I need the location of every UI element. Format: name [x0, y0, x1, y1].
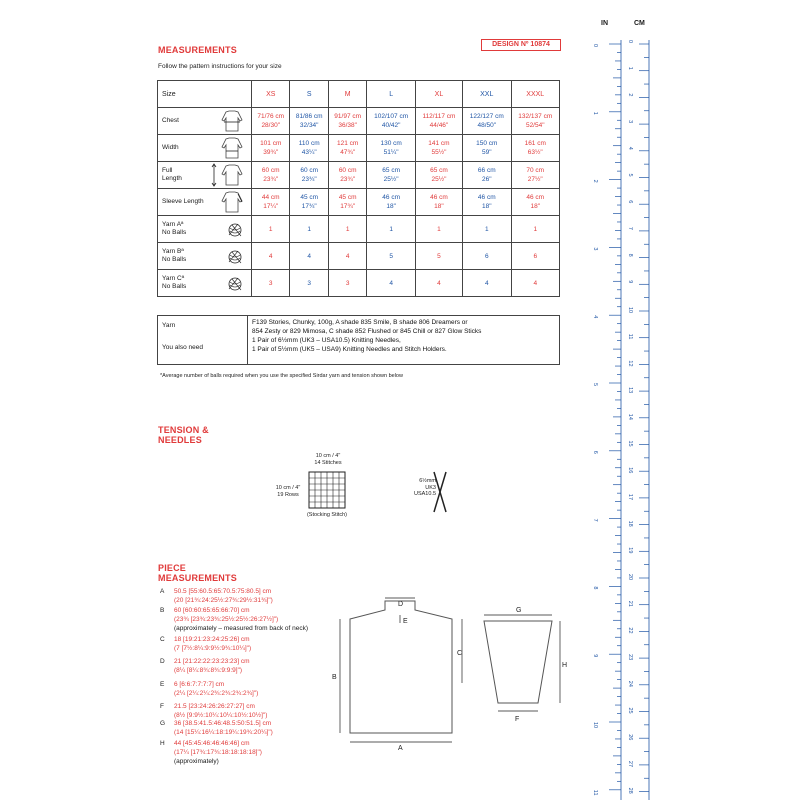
yarn-c-name: Yarn Cª: [162, 275, 185, 282]
needle-size-usa: USA10.5: [413, 491, 436, 497]
ruler-cm-number: 28: [627, 787, 633, 794]
chest-m: [328, 108, 366, 135]
ruler-cm-number: 20: [627, 574, 633, 581]
sleeve-in-xxxl: 18": [530, 203, 541, 210]
knitting-needles-icon: [432, 470, 448, 514]
diagram-label-h: H: [562, 662, 568, 669]
body-schematic: [330, 593, 475, 753]
chest-l: [367, 108, 415, 135]
yarn-b-l: 5: [367, 243, 415, 270]
you-also-need-label: You also need: [162, 344, 203, 351]
sleeve-s: [290, 189, 328, 216]
need-text-line-1: 1 Pair of 6½mm (UK3 – USA10.5) Knitting Needles,: [252, 337, 401, 344]
ruler-cm-number: 1: [627, 66, 633, 70]
width-m: [328, 135, 366, 162]
sleeve-in-xs: 17¼": [263, 203, 279, 210]
ruler-cm-number: 23: [627, 654, 633, 661]
size-xl: XL: [415, 81, 462, 108]
ruler-cm-number: 21: [627, 600, 633, 607]
yarn-c-xl: 4: [415, 270, 462, 297]
piece-letter: A: [160, 588, 165, 595]
chest-cm-xl: 112/117 cm: [422, 113, 456, 120]
full-length-xxxl: [511, 162, 560, 189]
piece-in: (17¼ [17¾:17¾:18:18:18:18]"): [174, 749, 262, 756]
yarn-requirements-text: [252, 318, 557, 354]
yarn-b-xxxl: 6: [511, 243, 560, 270]
chest-xxl: [463, 108, 511, 135]
size-s: S: [290, 81, 328, 108]
size-xxxl: XXXL: [511, 81, 560, 108]
ruler-inch-number: 1: [592, 111, 598, 115]
chest-cm-m: 91/97 cm: [334, 113, 362, 120]
yarn-a-xs: 1: [252, 216, 290, 243]
size-m: M: [328, 81, 366, 108]
ruler-inch-number: 0: [592, 44, 598, 48]
needle-size-label: [402, 478, 436, 498]
sleeve-garment-icon: [219, 191, 245, 213]
yarn-a-xl: 1: [415, 216, 462, 243]
yarn-b-name: Yarn Bª: [162, 248, 184, 255]
yarn-b-xl: 5: [415, 243, 462, 270]
yarn-c-xs: 3: [252, 270, 290, 297]
yarn-a-m: 1: [328, 216, 366, 243]
sleeve-schematic: [476, 603, 576, 728]
yarn-ball-icon: [225, 273, 245, 293]
size-header-label: Size: [158, 81, 252, 108]
tension-heading-line-1: TENSION &: [158, 425, 209, 435]
ruler-cm-number: 14: [627, 413, 633, 420]
yarn-a-name: Yarn Aª: [162, 221, 184, 228]
sleeve-xl: [415, 189, 462, 216]
tension-heading-line-2: NEEDLES: [158, 435, 202, 445]
full-length-xxl: [463, 162, 511, 189]
width-row: [158, 135, 560, 162]
ruler-cm-number: 17: [627, 493, 633, 501]
piece-values: [174, 719, 273, 737]
yarn-requirements: [157, 315, 560, 365]
ruler-cm-number: 3: [627, 120, 633, 124]
tension-stitch-count: 14 Stitches: [314, 459, 342, 466]
ruler-inch-number: 9: [592, 654, 598, 658]
ruler-inch-number: 5: [592, 383, 598, 387]
piece-cm: 21 [21:22:22:23:23:23] cm: [174, 658, 250, 665]
sleeve-xs: [252, 189, 290, 216]
row-label-cell: [158, 108, 252, 135]
piece-cm: 44 [45:45:46:46:46:46] cm: [174, 740, 250, 747]
sleeve-xxxl: [511, 189, 560, 216]
ruler-cm-label: CM: [634, 20, 645, 27]
full-length-m: [328, 162, 366, 189]
sleeve-xxl: [463, 189, 511, 216]
sleeve-l: [367, 189, 415, 216]
sleeve-cm-l: 46 cm: [382, 194, 400, 201]
needle-size-mm: 6½mm: [419, 478, 436, 484]
width-xs: [252, 135, 290, 162]
yarn-label: Yarn: [162, 322, 176, 329]
sleeve-cm-s: 45 cm: [300, 194, 319, 201]
piece-letter: G: [160, 720, 166, 727]
width-cm-m: 121 cm: [337, 140, 359, 147]
piece-cm: 18 [19:21:23:24:25:26] cm: [174, 636, 250, 643]
diagram-label-a: A: [398, 745, 403, 752]
chest-label: Chest: [162, 117, 179, 124]
yarn-a-l: 1: [367, 216, 415, 243]
piece-values: [174, 680, 258, 698]
ruler-cm-number: 8: [627, 253, 633, 257]
width-l: [367, 135, 415, 162]
diagram-label-f: F: [515, 716, 520, 723]
size-l: L: [367, 81, 415, 108]
ruler-cm-number: 26: [627, 734, 633, 741]
full-length-cm-s: 60 cm: [300, 167, 319, 174]
full-length-garment-icon: [211, 163, 245, 187]
size-table: [157, 80, 560, 297]
full-length-cm-xxxl: 70 cm: [526, 167, 545, 174]
ruler-inch-number: 10: [592, 722, 598, 729]
ruler-cm-number: 25: [627, 707, 633, 714]
width-s: [290, 135, 328, 162]
width-xxxl: [511, 135, 560, 162]
ruler-cm-number: 2: [627, 93, 633, 97]
piece-values: [174, 635, 251, 653]
yarn-b-label: [162, 248, 186, 264]
width-in-xl: 55½": [431, 149, 447, 156]
ruler-cm-number: 4: [627, 146, 633, 150]
yarn-c-m: 3: [328, 270, 366, 297]
yarn-text-line-2: 854 Zesty or 829 Mimosa, C shade 852 Flushed or 845 Chill or 827 Glow Sticks: [252, 328, 482, 335]
stocking-stitch-label: (Stocking Stitch): [306, 512, 348, 518]
yarn-c-label: [162, 275, 186, 291]
width-in-s: 43¼": [301, 149, 317, 156]
piece-heading-line-2: MEASUREMENTS: [158, 573, 237, 583]
full-length-row: [158, 162, 560, 189]
ruler-cm-number: 19: [627, 547, 633, 554]
yarn-b-s: 4: [290, 243, 328, 270]
sleeve-in-m: 17¾": [340, 203, 356, 210]
yarn-b-row: [158, 243, 560, 270]
yarn-a-row: [158, 216, 560, 243]
ruler-cm-number: 0: [627, 40, 633, 44]
need-text-line-2: 1 Pair of 5½mm (UK5 – USA9) Knitting Needles and Stitch Holders.: [252, 346, 447, 353]
yarn-ball-icon: [225, 219, 245, 239]
tension-row-count: 19 Rows: [277, 491, 299, 498]
tension-swatch-grid: [308, 471, 346, 509]
sleeve-length-label: Sleeve Length: [162, 198, 204, 205]
ruler-inch-label: IN: [601, 20, 608, 27]
yarn-c-s: 3: [290, 270, 328, 297]
width-cm-xs: 101 cm: [260, 140, 282, 147]
full-length-xs: [252, 162, 290, 189]
piece-values: [174, 587, 273, 605]
full-length-cm-xl: 65 cm: [430, 167, 448, 174]
sleeve-in-l: 18": [386, 203, 396, 210]
chest-in-xl: 44/46": [429, 122, 449, 129]
piece-letter: E: [160, 681, 165, 688]
full-length-l: [367, 162, 415, 189]
width-cm-xl: 141 cm: [428, 140, 450, 147]
full-length-in-xxl: 26": [481, 176, 492, 183]
tension-stitch-label: [300, 453, 356, 466]
ruler-cm-number: 18: [627, 520, 633, 527]
width-label: Width: [162, 144, 179, 151]
width-in-m: 47¾": [340, 149, 356, 156]
tension-row-size: 10 cm / 4": [275, 485, 301, 491]
ruler: [590, 0, 650, 800]
piece-in: (8¼ [8¼:8¾:8¾:9:9:9]"): [174, 667, 243, 674]
yarn-c-balls: No Balls: [162, 283, 187, 290]
chest-row: [158, 108, 560, 135]
chest-in-xxl: 48/50": [477, 122, 497, 129]
ruler-cm-number: 7: [627, 226, 633, 230]
yarn-requirements-labels: [158, 316, 248, 364]
chest-cm-l: 102/107 cm: [374, 113, 409, 120]
size-header-row: [158, 81, 560, 108]
ruler-inch-number: 3: [592, 247, 598, 251]
piece-cm: 36 [38.5:41.5:46:48.5:50:51.5] cm: [174, 720, 272, 727]
width-xl: [415, 135, 462, 162]
row-label-cell: [158, 270, 252, 297]
ruler-cm-number: 16: [627, 467, 633, 474]
sleeve-cm-xl: 46 cm: [430, 194, 448, 201]
yarn-b-balls: No Balls: [162, 256, 187, 263]
ruler-cm-number: 10: [627, 307, 633, 314]
yarn-c-l: 4: [367, 270, 415, 297]
width-in-xs: 39¾": [263, 149, 279, 156]
ruler-inch-number: 8: [592, 586, 598, 590]
full-length-in-xs: 23¾": [263, 176, 279, 183]
yarn-ball-icon: [225, 246, 245, 266]
width-in-xxxl: 63½": [527, 149, 543, 156]
piece-in: (14 [15¼:16¼:18:19¼:19¾:20¼]"): [174, 729, 273, 736]
diagram-label-c: C: [457, 650, 463, 657]
piece-cm: 50.5 [55:60.5:65:70.5:75:80.5] cm: [174, 588, 272, 595]
piece-cm: 21.5 [23:24:26:26:27:27] cm: [174, 703, 255, 710]
yarn-b-xxl: 6: [463, 243, 511, 270]
piece-note: (approximately): [174, 758, 219, 765]
width-cm-xxl: 150 cm: [476, 140, 498, 147]
design-number-badge: DESIGN Nº 10874: [481, 39, 561, 51]
width-cm-xxxl: 161 cm: [524, 140, 546, 147]
sleeve-cm-m: 45 cm: [338, 194, 357, 201]
tension-heading: [158, 425, 209, 445]
sleeve-cm-xxl: 46 cm: [477, 194, 496, 201]
chest-cm-xxl: 122/127 cm: [469, 113, 504, 120]
needle-size-uk: UK3: [425, 484, 436, 491]
width-in-l: 51¼": [383, 149, 399, 156]
full-length-cm-l: 65 cm: [382, 167, 400, 174]
piece-letter: C: [160, 636, 165, 643]
full-length-in-m: 23¾": [340, 176, 356, 183]
chest-cm-s: 81/86 cm: [295, 113, 323, 120]
yarn-text-line-1: F139 Stories, Chunky, 100g, A shade 835 Smile, B shade 806 Dreamers or: [252, 319, 468, 326]
ruler-cm-number: 24: [627, 680, 633, 687]
piece-cm: 6 [6:6:7:7:7:7] cm: [174, 681, 225, 688]
ruler-inch-number: 2: [592, 179, 598, 183]
diagram-label-d: D: [398, 601, 404, 608]
piece-values: [174, 606, 308, 633]
ruler-inch-number: 7: [592, 518, 598, 522]
width-in-xxl: 59": [481, 149, 492, 156]
ruler-inch-number: 11: [592, 789, 598, 796]
yarn-a-xxl: 1: [463, 216, 511, 243]
full-length-label: Full Length: [162, 167, 182, 182]
piece-note: (approximately – measured from back of neck): [174, 625, 309, 632]
full-length-cm-xxl: 66 cm: [477, 167, 496, 174]
chest-xl: [415, 108, 462, 135]
ruler-cm-number: 11: [627, 333, 633, 340]
ruler-scale: [590, 0, 650, 800]
chest-cm-xxxl: 132/137 cm: [518, 113, 553, 120]
yarn-a-s: 1: [290, 216, 328, 243]
full-length-in-xxxl: 27½": [527, 176, 543, 183]
diagram-label-e: E: [403, 618, 408, 625]
row-label-cell: [158, 243, 252, 270]
sleeve-in-s: 17¾": [301, 203, 317, 210]
full-length-in-xl: 25½": [431, 176, 447, 183]
ruler-cm-number: 6: [627, 200, 633, 204]
width-xxl: [463, 135, 511, 162]
ruler-cm-number: 15: [627, 440, 633, 447]
piece-in: (2¼ [2¼:2¼:2¾:2¾:2¾:2¾]"): [174, 690, 259, 697]
width-garment-icon: [219, 137, 245, 159]
piece-in: (7 [7½:8¼:9:9½:9¾:10¼]"): [174, 645, 252, 652]
ruler-cm-number: 22: [627, 627, 633, 634]
tension-row-label: [268, 485, 308, 498]
size-xxl: XXL: [463, 81, 511, 108]
piece-measurements-heading: [158, 563, 237, 583]
ruler-inch-number: 4: [592, 315, 598, 319]
chest-xxxl: [511, 108, 560, 135]
piece-cm: 60 [60:60:65:65:66:70] cm: [174, 607, 250, 614]
chest-xs: [252, 108, 290, 135]
piece-in: (8½ [9:9½:10¼:10¼:10½:10½]"): [174, 712, 268, 719]
yarn-c-xxl: 4: [463, 270, 511, 297]
sleeve-in-xl: 18": [434, 203, 444, 210]
full-length-in-l: 25½": [383, 176, 399, 183]
chest-in-s: 32/34": [299, 122, 319, 129]
piece-in: (20 [21¾:24:25½:27¾:29½:31¾]"): [174, 597, 273, 604]
size-xs: XS: [252, 81, 290, 108]
ruler-cm-number: 13: [627, 387, 633, 394]
diagram-label-b: B: [332, 674, 337, 681]
sleeve-length-row: [158, 189, 560, 216]
diagram-label-g: G: [516, 607, 522, 614]
piece-values: [174, 739, 262, 766]
row-label-cell: [158, 162, 252, 189]
piece-values: [174, 702, 267, 720]
row-label-cell: [158, 189, 252, 216]
row-label-cell: [158, 135, 252, 162]
yarn-b-m: 4: [328, 243, 366, 270]
row-label-cell: [158, 216, 252, 243]
chest-in-xxxl: 52/54": [525, 122, 545, 129]
sleeve-m: [328, 189, 366, 216]
sleeve-cm-xxxl: 46 cm: [526, 194, 545, 201]
sleeve-cm-xs: 44 cm: [261, 194, 280, 201]
ruler-cm-number: 12: [627, 360, 633, 367]
piece-letter: H: [160, 740, 165, 747]
yarn-a-label: [162, 221, 186, 237]
ruler-cm-number: 9: [627, 280, 633, 284]
piece-heading-line-1: PIECE: [158, 563, 187, 573]
chest-cm-xs: 71/76 cm: [257, 113, 285, 120]
measurements-heading: MEASUREMENTS: [158, 45, 237, 55]
footnote: *Average number of balls required when you use the specified Sirdar yarn and tension shown below: [160, 373, 403, 379]
chest-in-xs: 28/30": [261, 122, 281, 129]
piece-values: [174, 657, 250, 675]
ruler-cm-number: 27: [627, 760, 633, 768]
full-length-cm-xs: 60 cm: [261, 167, 280, 174]
ruler-cm-number: 5: [627, 173, 633, 177]
piece-in: (23¾ [23¾:23¾:25½:25½:26:27½]"): [174, 616, 279, 623]
full-length-xl: [415, 162, 462, 189]
measurements-subtitle: Follow the pattern instructions for your size: [158, 63, 282, 70]
yarn-a-xxxl: 1: [511, 216, 560, 243]
full-length-cm-m: 60 cm: [338, 167, 357, 174]
piece-letter: D: [160, 658, 165, 665]
yarn-c-row: [158, 270, 560, 297]
full-length-s: [290, 162, 328, 189]
width-cm-s: 110 cm: [298, 140, 320, 147]
yarn-a-balls: No Balls: [162, 229, 187, 236]
full-length-in-s: 23¾": [301, 176, 317, 183]
ruler-inch-number: 6: [592, 450, 598, 454]
chest-in-l: 40/42": [381, 122, 401, 129]
width-cm-l: 130 cm: [380, 140, 402, 147]
sleeve-in-xxl: 18": [481, 203, 492, 210]
chest-s: [290, 108, 328, 135]
piece-letter: B: [160, 607, 165, 614]
chest-in-m: 36/38": [338, 122, 357, 129]
tension-stitch-size: 10 cm / 4": [315, 453, 341, 459]
yarn-c-xxxl: 4: [511, 270, 560, 297]
chest-garment-icon: [219, 110, 245, 132]
piece-letter: F: [160, 703, 164, 710]
yarn-b-xs: 4: [252, 243, 290, 270]
